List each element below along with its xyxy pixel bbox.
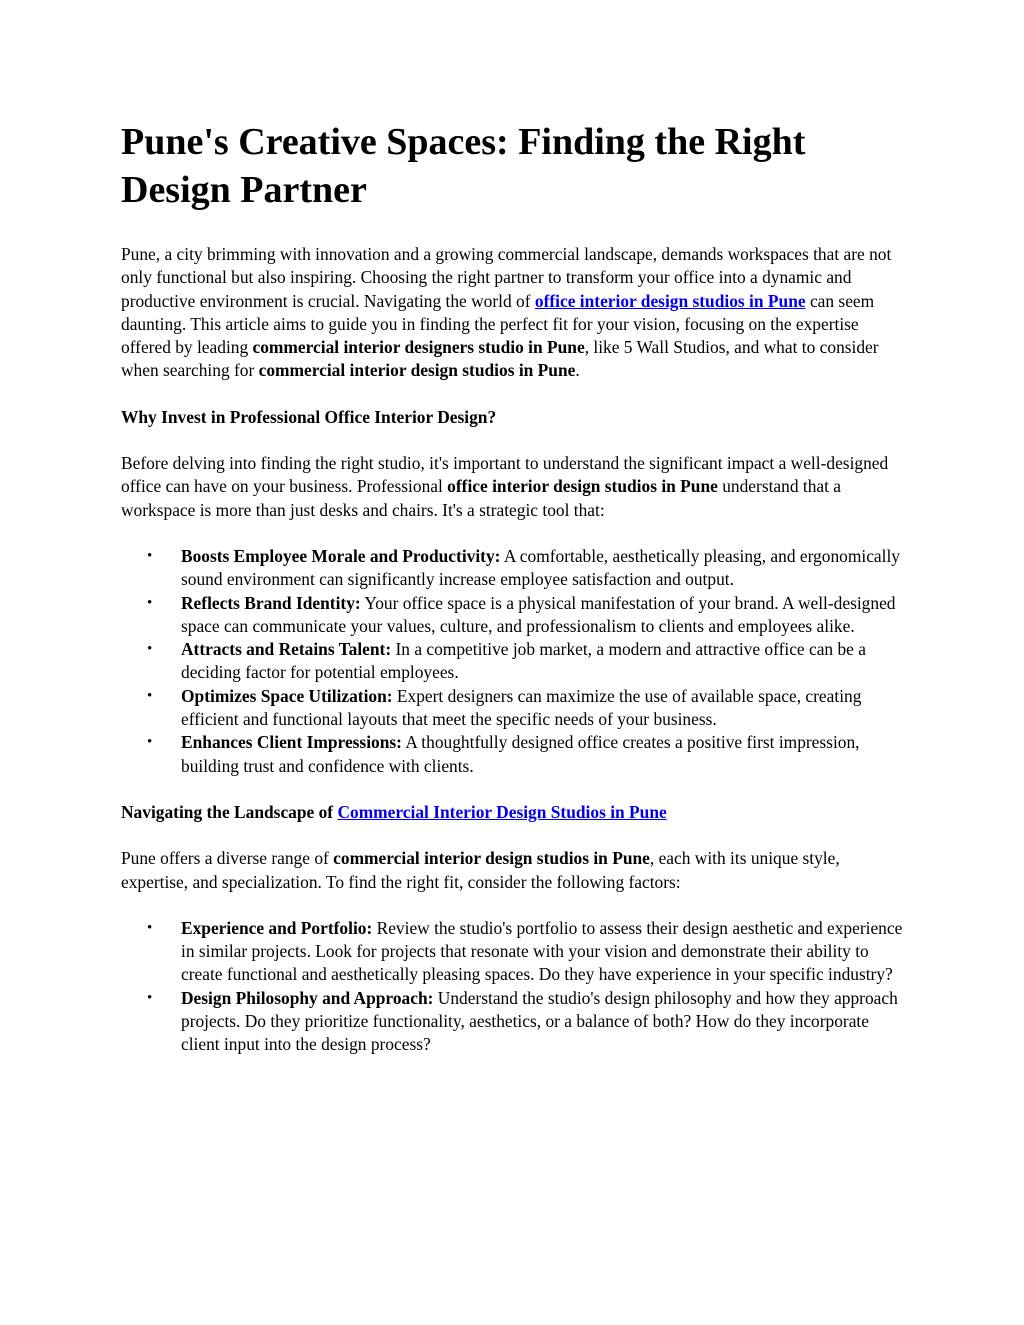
intro-paragraph	[121, 243, 911, 383]
factors-list	[121, 917, 911, 1057]
list-item	[121, 638, 911, 685]
list-item-title: Reflects Brand Identity:	[181, 592, 361, 613]
bullet-icon: •	[147, 919, 153, 936]
bullet-icon: •	[147, 641, 153, 658]
benefits-list	[121, 545, 911, 778]
list-item-title: Design Philosophy and Approach:	[181, 987, 434, 1008]
section1-text-1: Before delving into finding the right studio, it's important to understand the significant impact a well-designed office can have on your business. Professional	[121, 453, 889, 497]
section2-heading	[121, 801, 911, 824]
intro-text-4: .	[575, 360, 580, 381]
list-item-title: Boosts Employee Morale and Productivity:	[181, 545, 501, 566]
office-interior-link[interactable]: office interior design studios in Pune	[534, 290, 806, 311]
bullet-icon: •	[147, 547, 153, 564]
section1-text-2: understand that a workspace is more than just desks and chairs. It's a strategic tool that:	[121, 476, 842, 520]
bullet-icon: •	[147, 687, 153, 704]
intro-bold-1: commercial interior designers studio in Pune	[252, 337, 585, 358]
list-item	[121, 731, 911, 778]
list-item-text: Your office space is a physical manifestation of your brand. A well-designed space can communicate your values, culture, and professionalism to clients and employees alike.	[181, 592, 896, 636]
section1-bold-1: office interior design studios in Pune	[447, 476, 718, 497]
section2-paragraph	[121, 847, 911, 894]
list-item-text: A comfortable, aesthetically pleasing, and ergonomically sound environment can significantly increase employee satisfaction and output.	[181, 545, 900, 590]
list-item-title: Experience and Portfolio:	[181, 917, 373, 938]
list-item-title: Optimizes Space Utilization:	[181, 685, 393, 706]
section2-heading-prefix: Navigating the Landscape of	[121, 801, 338, 822]
list-item-text: Expert designers can maximize the use of available space, creating efficient and functional layouts that meet the specific needs of your business.	[181, 685, 862, 730]
bullet-icon: •	[147, 594, 153, 611]
intro-text-3: , like 5 Wall Studios, and what to consider when searching for	[121, 337, 879, 381]
list-item	[121, 545, 911, 592]
commercial-interior-link[interactable]: Commercial Interior Design Studios in Pune	[337, 801, 667, 822]
list-item-text: Review the studio's portfolio to assess their design aesthetic and experience in similar projects. Look for projects that resonate with your vision and demonstrate their ability to create functional and aesthetically pleasing spaces. Do they have experience in your specific industry?	[181, 917, 903, 985]
intro-bold-2: commercial interior design studios in Pune	[258, 360, 576, 381]
list-item-text: Understand the studio's design philosophy and how they approach projects. Do they prioritize functionality, aesthetics, or a balance of both? How do they incorporate client input into the design process?	[181, 987, 898, 1055]
page-title: Pune's Creative Spaces: Finding the Right Design Partner	[121, 121, 806, 211]
list-item	[121, 987, 911, 1057]
intro-text-1: Pune, a city brimming with innovation and a growing commercial landscape, demands workspaces that are not only functional but also inspiring. Choosing the right partner to transform your office into a dynamic and productive environment is crucial. Navigating the world of	[121, 244, 892, 311]
document-page	[121, 118, 911, 1080]
list-item	[121, 917, 911, 987]
list-item-title: Attracts and Retains Talent:	[181, 639, 392, 660]
list-item-text: In a competitive job market, a modern and attractive office can be a deciding factor for potential employees.	[181, 639, 866, 683]
section2-bold-1: commercial interior design studios in Pune	[333, 848, 650, 869]
list-item	[121, 685, 911, 732]
section1-paragraph	[121, 452, 911, 522]
intro-text-2: can seem daunting. This article aims to guide you in finding the perfect fit for your vision, focusing on the expertise offered by leading	[121, 290, 875, 358]
section1-heading: Why Invest in Professional Office Interior Design?	[121, 406, 497, 427]
list-item-text: A thoughtfully designed office creates a positive first impression, building trust and confidence with clients.	[181, 732, 860, 776]
section2-text-1: Pune offers a diverse range of	[121, 848, 334, 869]
list-item-title: Enhances Client Impressions:	[181, 732, 402, 753]
bullet-icon: •	[147, 989, 153, 1006]
list-item	[121, 592, 911, 639]
section2-text-2: , each with its unique style, expertise, and specialization. To find the right fit, consider the following factors:	[121, 848, 840, 892]
bullet-icon: •	[147, 734, 153, 751]
